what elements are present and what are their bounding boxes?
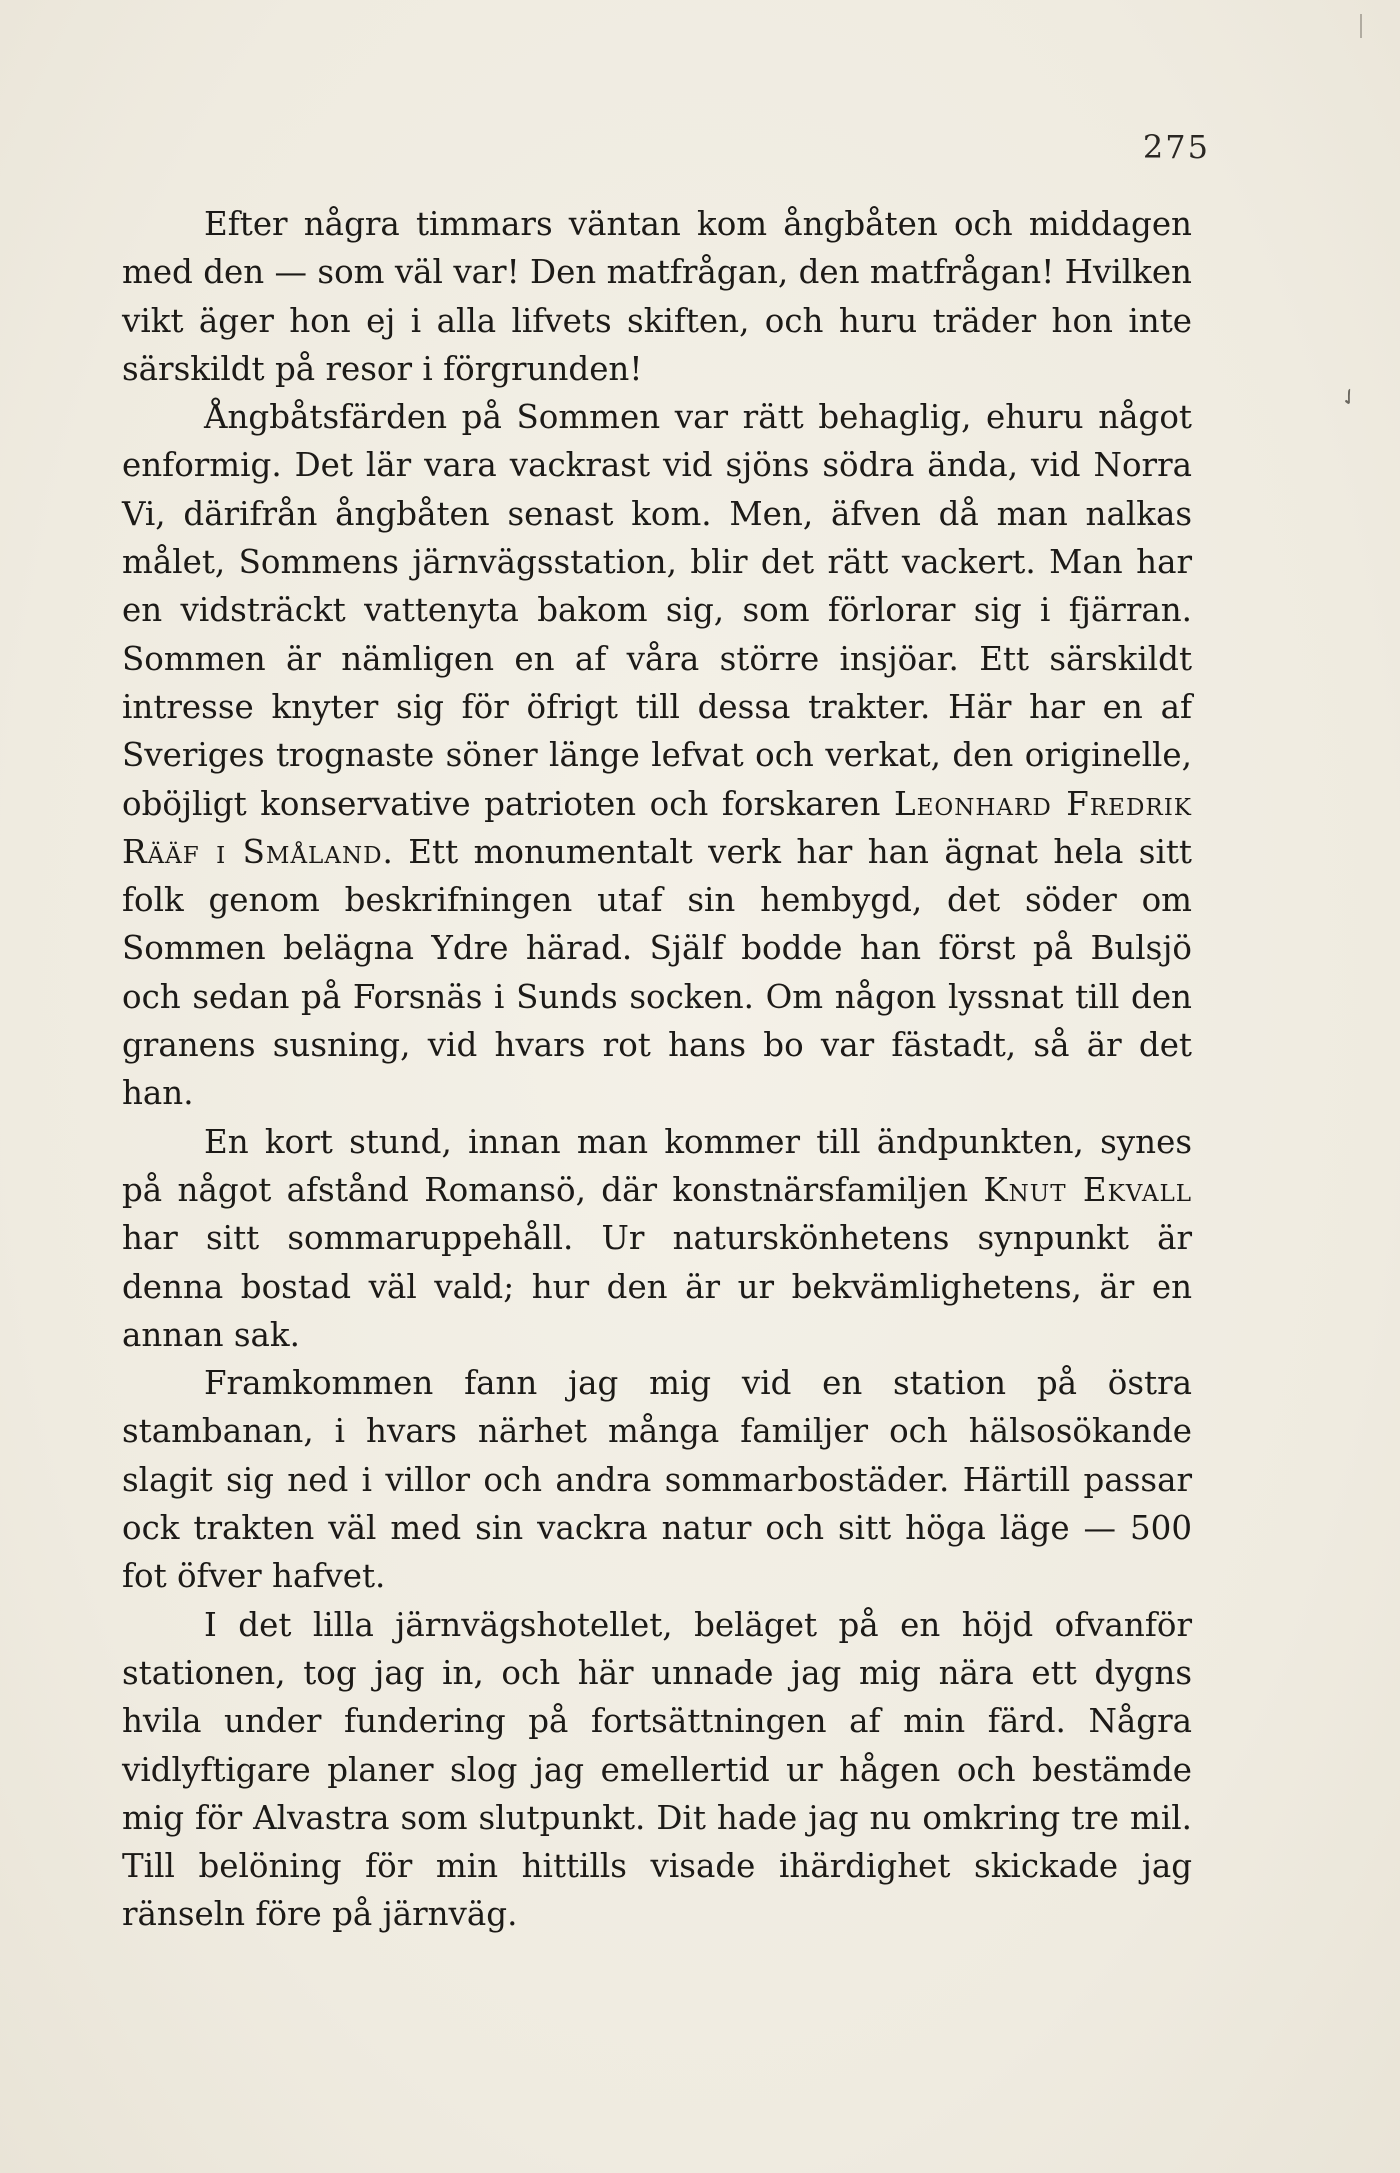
small-caps-name: Leonhard Fredrik Rääf i Småland <box>122 784 1192 871</box>
page-number: 275 <box>1142 128 1210 166</box>
page-edge-mark <box>1360 14 1362 38</box>
paragraph <box>122 1601 1192 1939</box>
paragraph <box>122 1359 1192 1600</box>
paragraph <box>122 1118 1192 1359</box>
body-text <box>122 200 1192 1939</box>
paragraph-text: Ångbåtsfärden på Sommen var rätt behaglig, ehuru något enformig. Det lär vara vackrast vid sjöns södra ända, vid Norra Vi, därifrån ångbåten senast kom. Men, äfven då man nalkas målet, Sommens järnvägsstation, blir det rätt vackert. Man har en vidsträckt vattenyta bakom sig, som förlorar sig i fjärran. Sommen är nämligen en af våra större insjöar. Ett särskildt intresse knyter sig för öfrigt till dessa trakter. Här har en af Sveriges trognaste söner länge lefvat och verkat, den originelle, oböjligt konservative patrioten och forskaren <box>122 398 1192 823</box>
paragraph-text: Efter några timmars väntan kom ångbåten och middagen med den — som väl var! Den matfrågan, den matfrågan! Hvilken vikt äger hon ej i alla lifvets skiften, och huru träder hon inte särskildt på resor i förgrunden! <box>122 205 1192 388</box>
paragraph <box>122 200 1192 393</box>
paragraph-text: I det lilla järnvägshotellet, beläget på en höjd ofvanför stationen, tog jag in, och här unnade jag mig nära ett dygns hvila under fundering på fortsättningen af min färd. Några vidlyftigare planer slog jag emellertid ur hågen och bestämde mig för Alvastra som slutpunkt. Dit hade jag nu omkring tre mil. Till belöning för min hittills visade ihärdighet skickade jag ränseln före på järnväg. <box>122 1605 1192 1934</box>
small-caps-name: Knut Ekvall <box>983 1170 1192 1209</box>
paragraph-text: En kort stund, innan man kommer till ändpunkten, synes på något afstånd Romansö, där konstnärsfamiljen <box>122 1122 1192 1209</box>
pencil-tick-mark: ✓ <box>1334 382 1365 414</box>
paragraph-text: . Ett monumentalt verk har han ägnat hela sitt folk genom beskrifningen utaf sin hembygd, det söder om Sommen belägna Ydre härad. Själf bodde han först på Bulsjö och sedan på Forsnäs i Sunds socken. Om någon lyssnat till den granens susning, vid hvars rot hans bo var fästadt, så är det han. <box>122 832 1192 1113</box>
paragraph <box>122 393 1192 1117</box>
paragraph-text: har sitt sommaruppehåll. Ur naturskönhetens synpunkt är denna bostad väl vald; hur den är ur bekvämlighetens, är en annan sak. <box>122 1219 1192 1354</box>
paragraph-text: Framkommen fann jag mig vid en station på östra stambanan, i hvars närhet många familjer och hälsosökande slagit sig ned i villor och andra sommarbostäder. Härtill passar ock trakten väl med sin vackra natur och sitt höga läge — 500 fot öfver hafvet. <box>122 1364 1192 1596</box>
